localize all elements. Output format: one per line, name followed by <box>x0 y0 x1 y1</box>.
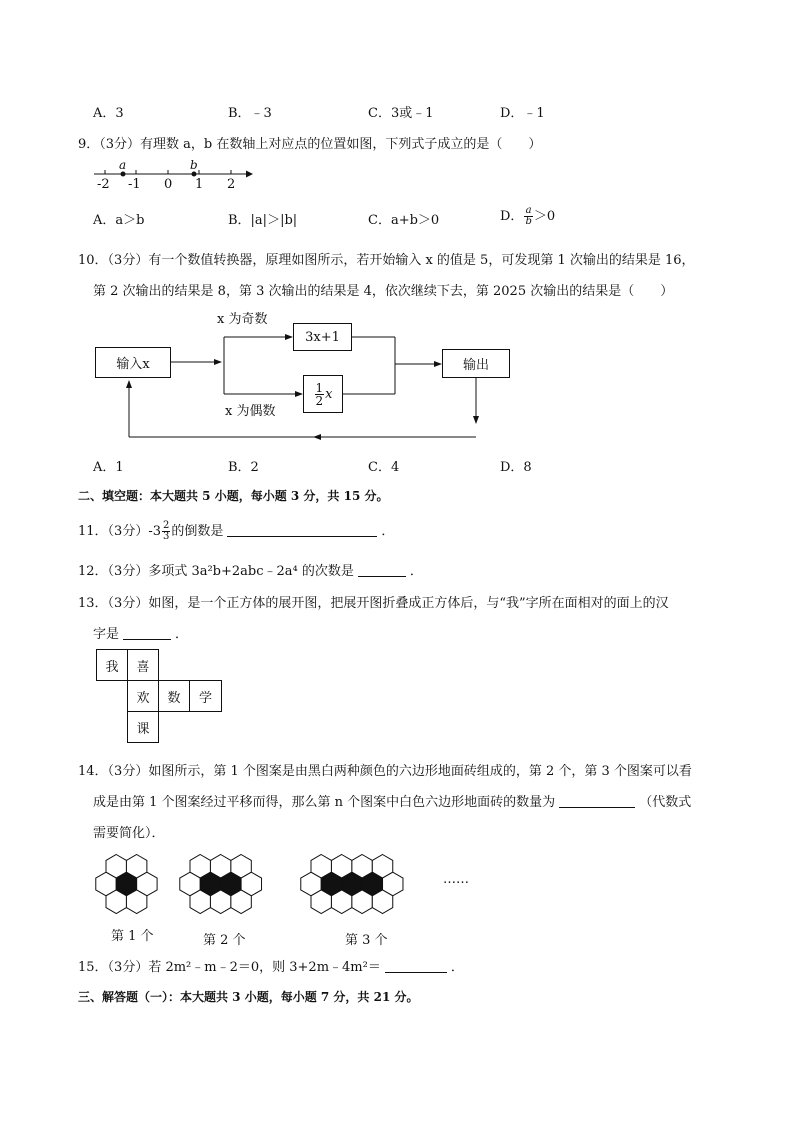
point-b-label: b <box>190 158 198 172</box>
section2-heading: 二、填空题：本大题共 5 小题，每小题 3 分，共 15 分。 <box>78 489 389 503</box>
q12-line: 12．（3分）多项式 3a²b+2abc﹣2a⁴ 的次数是 ． <box>78 564 423 579</box>
axis-label-neg2: -2 <box>97 177 110 192</box>
q9-option-a: A．a＞b <box>93 213 145 228</box>
q15-answer-blank <box>385 959 447 973</box>
q14-line1: 14．（3分）如图所示，第 1 个图案是由黑白两种颜色的六边形地面砖组成的，第 2 个，第 3 个图案可以看 <box>78 764 692 779</box>
axis-label-2: 2 <box>227 177 236 192</box>
q10-option-a: A．1 <box>93 460 124 475</box>
pattern-caption-2: 第 2 个 <box>203 933 246 948</box>
flow-even-label: x 为偶数 <box>225 404 276 419</box>
pattern-caption-3: 第 3 个 <box>345 933 388 948</box>
net-cell-huan: 欢 <box>127 680 159 712</box>
q10-line1: 10．（3分）有一个数值转换器，原理如图所示，若开始输入 x 的值是 5，可发现第 1 次输出的结果是 16， <box>78 253 695 268</box>
q13-line1: 13．（3分）如图，是一个正方体的展开图，把展开图折叠成正方体后，与“我”字所在面相对的面上的汉 <box>78 596 669 611</box>
q9-option-b: B．|a|＞|b| <box>228 213 298 228</box>
q10-option-b: B．2 <box>228 460 259 475</box>
axis-label-0: 0 <box>164 177 173 192</box>
net-cell-ke: 课 <box>127 711 159 743</box>
section3-heading: 三、解答题（一）：本大题共 3 小题，每小题 7 分，共 21 分。 <box>78 990 419 1004</box>
pattern-ellipsis: …… <box>443 872 469 887</box>
q10-option-c: C．4 <box>368 460 400 475</box>
q9-option-d: D． $\frac{a}{b}$ ＞0 <box>500 205 556 227</box>
flow-odd-box: 3x+1 <box>293 323 352 351</box>
flow-odd-label: x 为奇数 <box>217 312 268 327</box>
q8-option-a: A．3 <box>93 106 124 121</box>
q14-line2: 成是由第 1 个图案经过平移而得，那么第 n 个图案中白色六边形地面砖的数量为 （代数式 <box>93 795 692 810</box>
net-cell-shu: 数 <box>158 680 190 712</box>
axis-label-1: 1 <box>195 177 204 192</box>
flow-even-box: $\frac{1}{2}$ x <box>303 375 343 413</box>
q8-option-d: D．﹣1 <box>500 106 545 121</box>
flow-input-box: 输入x <box>95 347 171 378</box>
pattern-caption-1: 第 1 个 <box>111 929 154 944</box>
q10-line2: 第 2 次输出的结果是 8，第 3 次输出的结果是 4，依次继续下去，第 2025 次输出的结果是（ ） <box>93 284 674 299</box>
q13-line2: 字是 ． <box>93 627 189 642</box>
q10-option-d: D．8 <box>500 460 532 475</box>
q14-line3: 需要简化）． <box>93 826 165 841</box>
axis-label-neg1: -1 <box>128 177 141 192</box>
q8-option-b: B．﹣3 <box>228 106 272 121</box>
q8-option-c: C．3或﹣1 <box>368 106 434 121</box>
q9-option-c: C．a+b＞0 <box>368 213 440 228</box>
net-cell-wo: 我 <box>96 649 128 681</box>
q11-line: 11．（3分）-3 $\frac{2}{3}$ 的倒数是 ． <box>78 520 395 542</box>
flow-output-box: 输出 <box>442 349 510 378</box>
net-cell-xue: 学 <box>189 680 222 712</box>
point-a-label: a <box>119 158 127 172</box>
q15-line: 15．（3分）若 2m²﹣m﹣2＝0，则 3+2m﹣4m²＝ ． <box>78 960 464 975</box>
net-cell-xi: 喜 <box>127 649 159 681</box>
q9-stem: 9．（3分）有理数 a，b 在数轴上对应点的位置如图，下列式子成立的是（ ） <box>78 137 542 152</box>
